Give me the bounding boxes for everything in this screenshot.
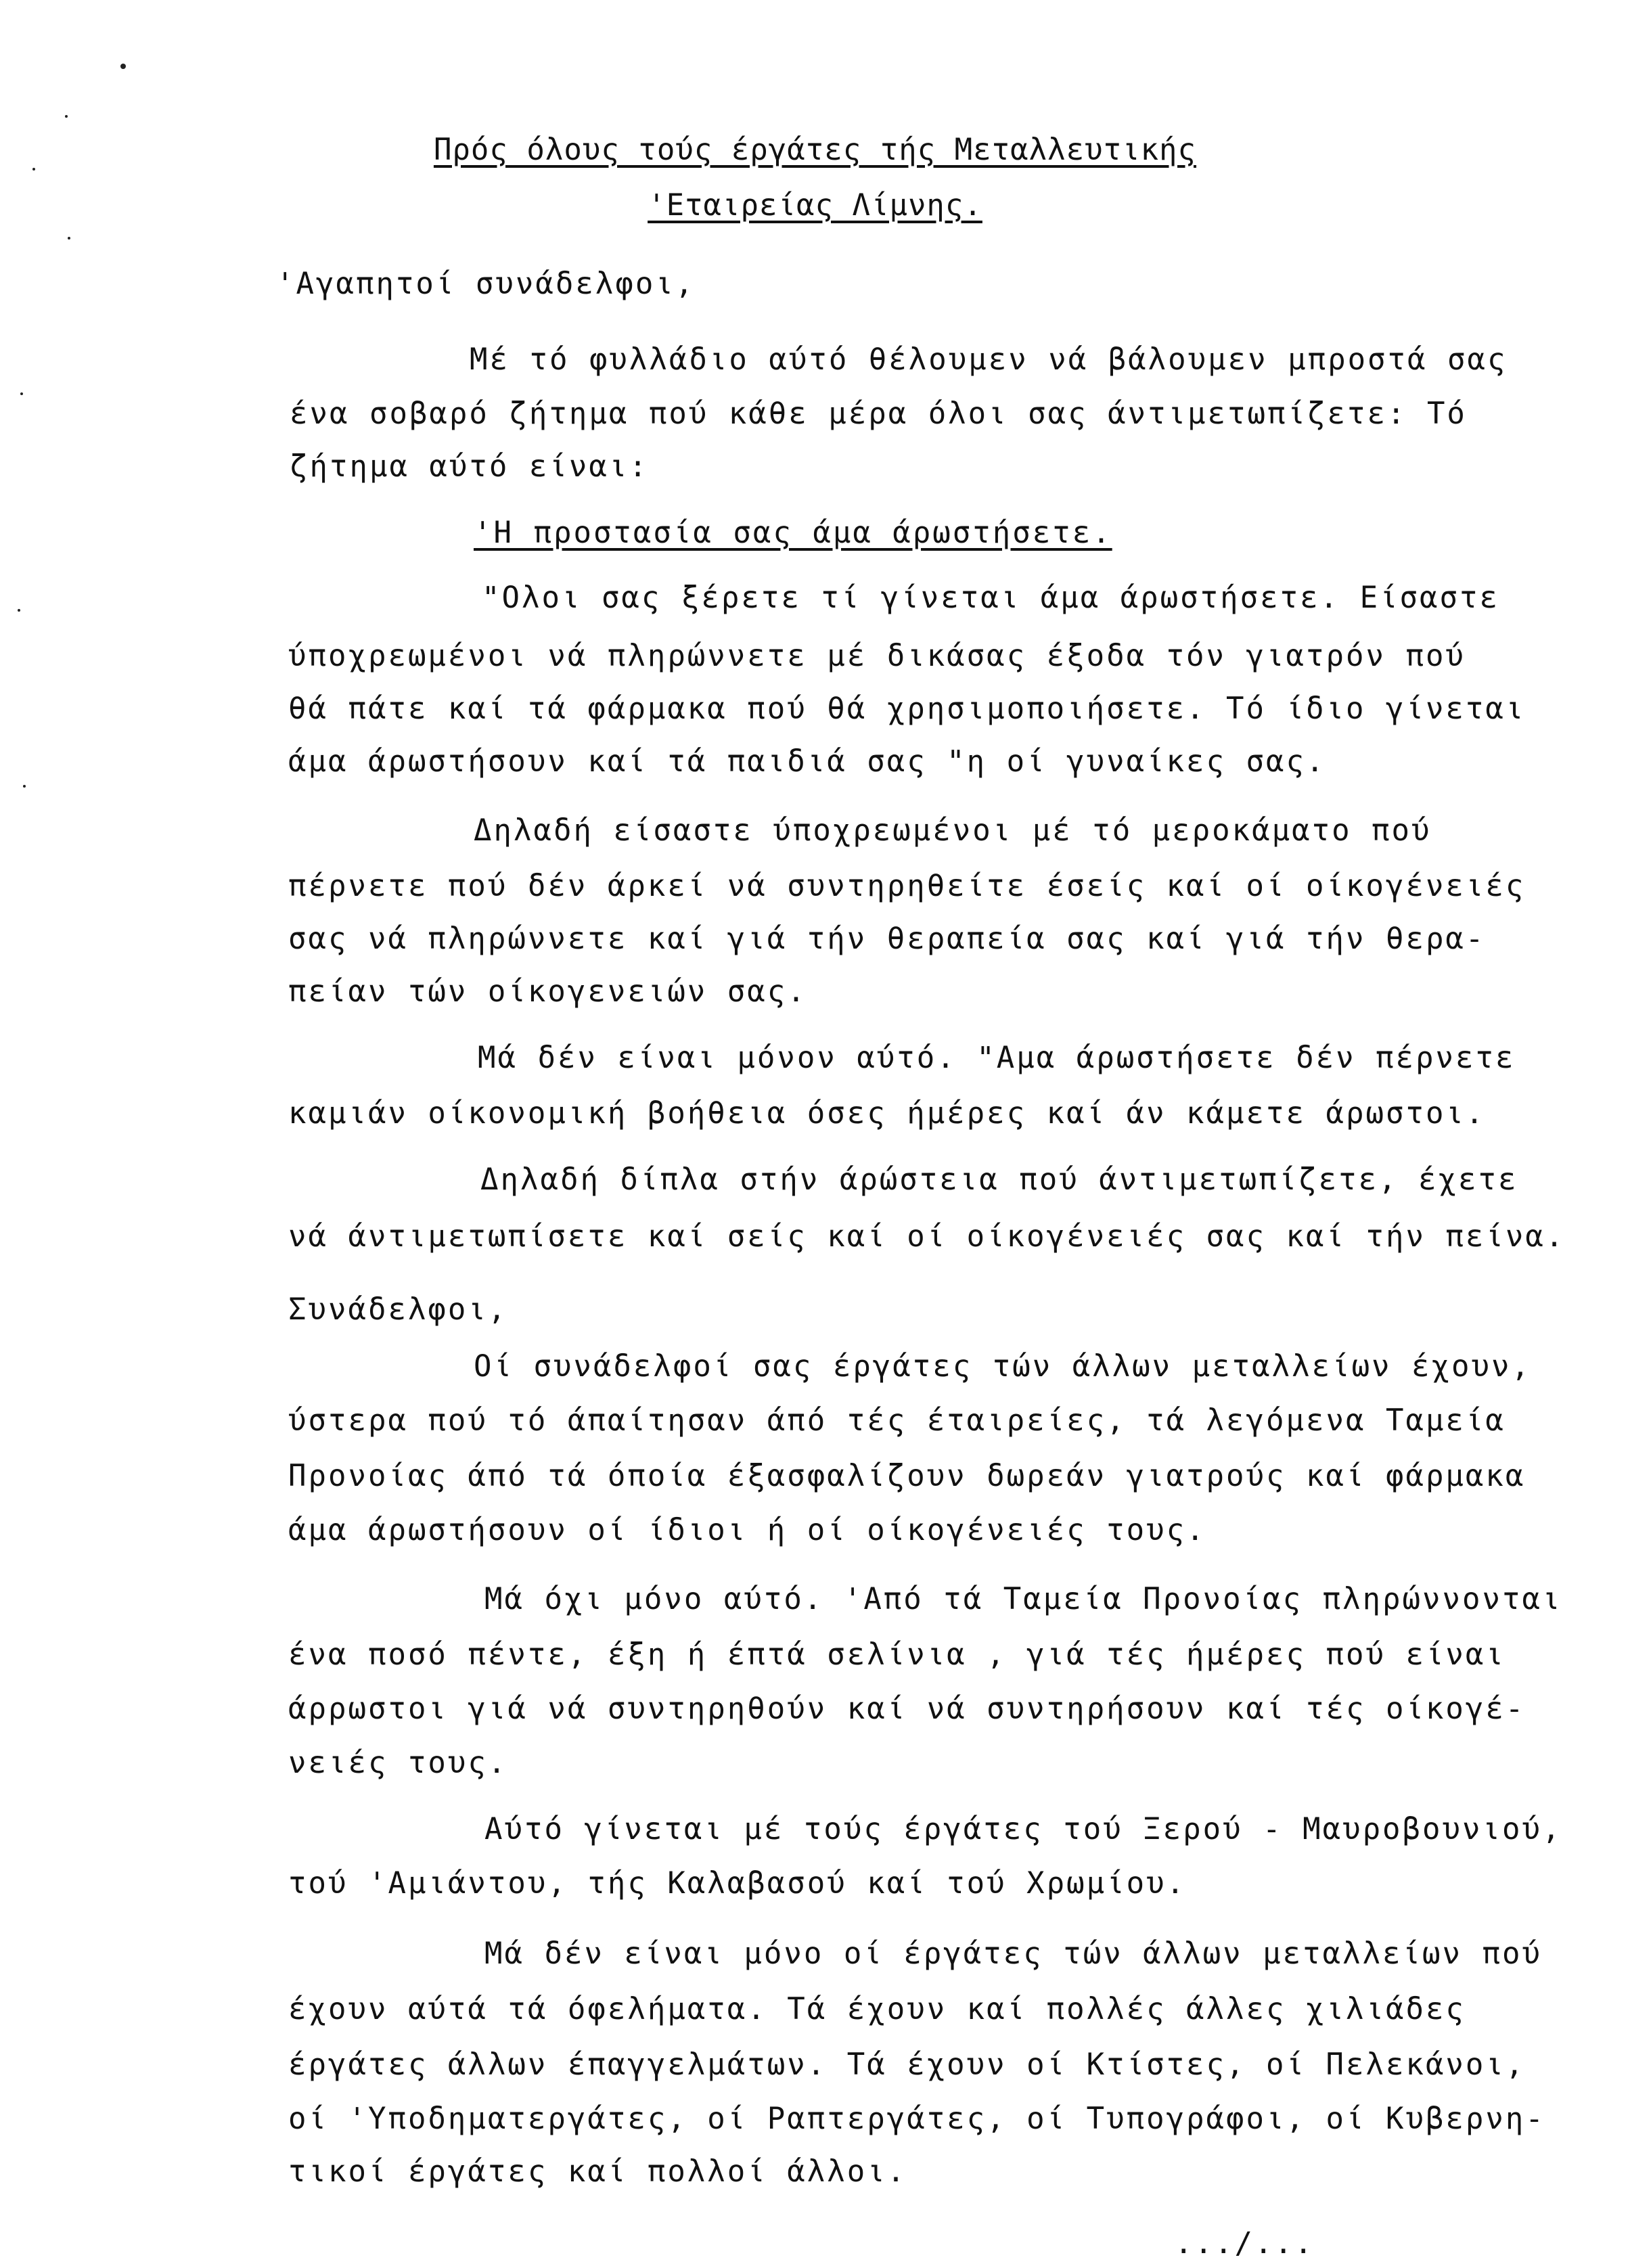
continuation-mark: .../... bbox=[1175, 2226, 1315, 2261]
text-line: Αύτό γίνεται μέ τούς έργάτες τού Ξερού - Μαυροβουνιού, bbox=[484, 1812, 1562, 1846]
text-line: άμα άρωστήσουν καί τά παιδιά σας "η οί γυναίκες σας. bbox=[288, 744, 1326, 779]
text-line: ύποχρεωμένοι νά πληρώννετε μέ δικάσας έξοδα τόν γιατρόν πού bbox=[288, 639, 1466, 673]
section-heading: 'Η προστασία σας άμα άρωστήσετε. bbox=[474, 516, 1112, 550]
scan-speck bbox=[20, 392, 23, 395]
text-line: τικοί έργάτες καί πολλοί άλλοι. bbox=[288, 2154, 907, 2189]
document-title-line-1: Πρός όλους τούς έργάτες τής Μεταλλευτικής bbox=[433, 133, 1197, 167]
text-line: Μά δέν είναι μόνο οί έργάτες τών άλλων μεταλλείων πού bbox=[484, 1936, 1542, 1971]
text-line: οί 'Υποδηματεργάτες, οί Ραπτεργάτες, οί Τυπογράφοι, οί Κυβερνη- bbox=[288, 2102, 1545, 2136]
text-line: άρρωστοι γιά νά συντηρηθούν καί νά συντηρήσουν καί τές οίκογέ- bbox=[288, 1692, 1526, 1726]
text-line: ένα ποσό πέντε, έξη ή έπτά σελίνια , γιά τές ήμέρες πού είναι bbox=[288, 1637, 1506, 1672]
document-title-line-2: 'Εταιρείας Λίμνης. bbox=[648, 188, 982, 223]
scan-speck bbox=[18, 609, 20, 612]
scan-speck bbox=[65, 115, 68, 118]
scan-speck bbox=[120, 64, 126, 69]
scan-speck bbox=[32, 168, 35, 171]
text-line: ένα σοβαρό ζήτημα πού κάθε μέρα όλοι σας άντιμετωπίζετε: Τό bbox=[290, 396, 1467, 431]
text-line: νειές τους. bbox=[288, 1746, 508, 1780]
text-line: καμιάν οίκονομική βοήθεια όσες ήμέρες καί άν κάμετε άρωστοι. bbox=[288, 1096, 1486, 1131]
text-line: Δηλαδή είσαστε ύποχρεωμένοι μέ τό μεροκάματο πού bbox=[474, 813, 1432, 848]
salutation: 'Αγαπητοί συνάδελφοι, bbox=[276, 267, 696, 301]
text-line: έχουν αύτά τά όφελήματα. Τά έχουν καί πολλές άλλες χιλιάδες bbox=[288, 1992, 1466, 2026]
text-line: Μά όχι μόνο αύτό. 'Από τά Ταμεία Προνοίας πληρώννονται bbox=[484, 1582, 1562, 1616]
text-line: "Ολοι σας ξέρετε τί γίνεται άμα άρωστήσετε. Είσαστε bbox=[482, 581, 1500, 615]
text-line: Συνάδελφοι, bbox=[288, 1292, 508, 1327]
text-line: σας νά πληρώννετε καί γιά τήν θεραπεία σας καί γιά τήν θερα- bbox=[288, 922, 1486, 956]
text-line: ζήτημα αύτό είναι: bbox=[290, 449, 649, 484]
scan-speck bbox=[68, 237, 70, 240]
text-line: πείαν τών οίκογενειών σας. bbox=[288, 974, 807, 1009]
scan-speck bbox=[23, 785, 26, 788]
text-line: ύστερα πού τό άπαίτησαν άπό τές έταιρείες, τά λεγόμενα Ταμεία bbox=[288, 1403, 1506, 1438]
text-line: νά άντιμετωπίσετε καί σείς καί οί οίκογένειές σας καί τήν πείνα. bbox=[288, 1219, 1566, 1254]
text-line: έργάτες άλλων έπαγγελμάτων. Τά έχουν οί Κτίστες, οί Πελεκάνοι, bbox=[288, 2047, 1526, 2082]
text-line: τού 'Αμιάντου, τής Καλαβασού καί τού Χρωμίου. bbox=[288, 1866, 1187, 1901]
text-line: θά πάτε καί τά φάρμακα πού θά χρησιμοποιήσετε. Τό ίδιο γίνεται bbox=[288, 691, 1526, 726]
text-line: Μά δέν είναι μόνον αύτό. "Αμα άρωστήσετε δέν πέρνετε bbox=[478, 1041, 1516, 1075]
text-line: άμα άρωστήσουν οί ίδιοι ή οί οίκογένειές τους. bbox=[288, 1513, 1206, 1547]
text-line: Οί συνάδελφοί σας έργάτες τών άλλων μεταλλείων έχουν, bbox=[474, 1349, 1531, 1384]
text-line: Προνοίας άπό τά όποία έξασφαλίζουν δωρεάν γιατρούς καί φάρμακα bbox=[288, 1459, 1526, 1493]
text-line: Δηλαδή δίπλα στήν άρώστεια πού άντιμετωπίζετε, έχετε bbox=[480, 1162, 1518, 1197]
text-line: πέρνετε πού δέν άρκεί νά συντηρηθείτε έσείς καί οί οίκογένειές bbox=[288, 869, 1526, 903]
text-line: Μέ τό φυλλάδιο αύτό θέλουμεν νά βάλουμεν μπροστά σας bbox=[470, 342, 1508, 377]
